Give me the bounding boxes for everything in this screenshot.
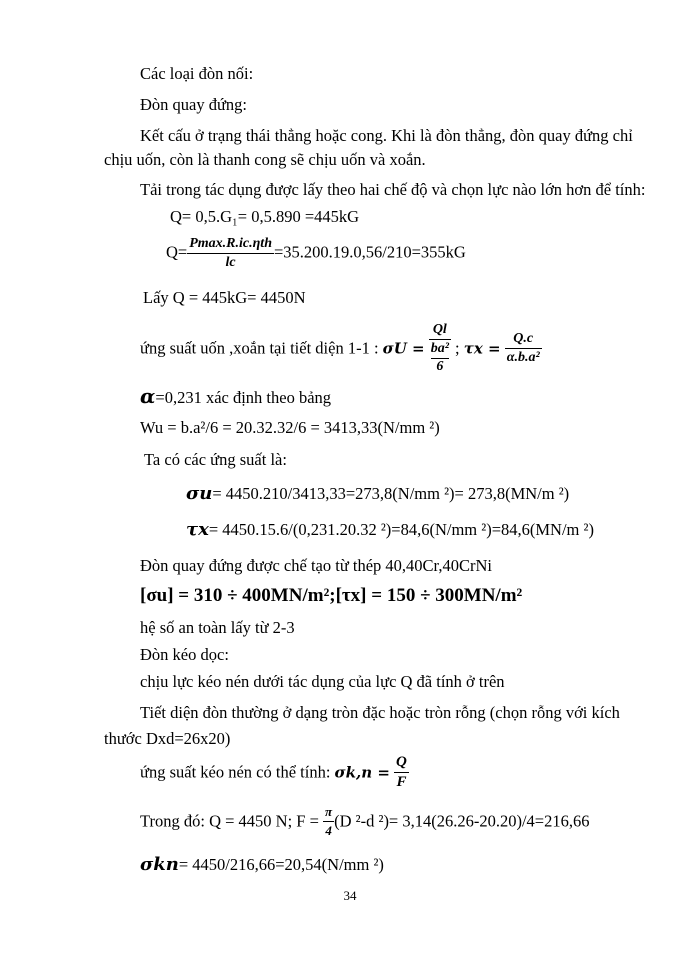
sigma-kn-symbol: σk,n = (334, 763, 390, 782)
formula-sigma-u-value (186, 484, 569, 504)
formula-q-rhs: =35.200.19.0,56/210=355kG (273, 242, 466, 262)
line-ta-co: Ta có các ứng suất là: (144, 450, 287, 469)
formula-q-fraction (187, 236, 274, 271)
line-alpha (140, 386, 331, 408)
line-chiu-uon: chịu uốn, còn là thanh cong sẽ chịu uốn và xoắn. (104, 150, 426, 169)
tau-x-numerator: Q.c (505, 331, 542, 349)
line-ket-cau: Kết cấu ở trạng thái thẳng hoặc cong. Khi là đòn thẳng, đòn quay đứng chỉ (140, 126, 633, 145)
alpha-symbol: α (140, 384, 156, 408)
four-denominator: 4 (325, 823, 332, 838)
tau-x-value-text: = 4450.15.6/(0,231.20.32 ²)=84,6(N/mm ²)=84,6(MN/m ²) (208, 520, 594, 539)
page-number: 34 (343, 888, 357, 903)
formula-trong-do (140, 804, 590, 839)
formula-tau-x-value (186, 520, 594, 540)
sigma-u-fraction (429, 322, 451, 375)
tau-x-value-symbol: τx (186, 519, 209, 540)
sigma-u-denominator-bottom: 6 (436, 359, 444, 374)
keo-nen-denominator: F (396, 774, 407, 790)
tau-x-fraction (505, 331, 542, 366)
line-wu: Wu = b.a²/6 = 20.32.32/6 = 3413,33(N/mm ²) (140, 418, 440, 437)
line-cac-loai-don-noi: Các loại đòn nối: (140, 64, 254, 83)
sigma-kn-value-text: = 4450/216,66=20,54(N/mm ²) (178, 855, 384, 874)
formula-q-numerator: Pmax.R.ic.ηth (187, 236, 274, 254)
alpha-text: =0,231 xác định theo bảng (155, 388, 332, 407)
keo-nen-numerator: Q (394, 754, 409, 773)
line-lay-q: Lấy Q = 445kG= 4450N (143, 288, 306, 307)
trong-do-text: Trong đó: Q = 4450 N; F = (140, 811, 319, 831)
sigma-u-symbol: σU = (382, 339, 425, 358)
pi-numerator: π (323, 804, 334, 822)
sigma-u-denominator-top: ba² (431, 341, 449, 359)
line-tiet-dien: Tiết diện đòn thường ở dạng tròn đặc hoặc tròn rỗng (chọn rỗng với kích (140, 703, 620, 722)
sigma-u-numerator: Ql (429, 322, 451, 340)
formula-separator: ; (455, 338, 460, 358)
formula-q-denominator: lc (225, 255, 236, 270)
line-he-so-an-toan: hệ số an toàn lấy từ 2-3 (140, 618, 295, 637)
formula-ung-suat-keo-nen (140, 754, 409, 791)
ung-suat-uon-label: ứng suất uốn ,xoắn tại tiết diện 1-1 : (140, 338, 379, 358)
formula-sigma-kn-value (140, 855, 384, 875)
formula-ung-suat-uon-xoan (140, 322, 542, 375)
line-chiu-luc-keo-nen: chịu lực kéo nén dưới tác dụng của lực Q đã tính ở trên (140, 672, 505, 691)
line-don-keo-doc: Đòn kéo dọc: (140, 645, 229, 664)
formula-allowable-stress: [σu] = 310 ÷ 400MN/m²;[τx] = 150 ÷ 300MN/m² (140, 585, 523, 606)
keo-nen-label: ứng suất kéo nén có thể tính: (140, 762, 331, 782)
sigma-u-value-text: = 4450.210/3413,33=273,8(N/mm ²)= 273,8(MN/m ²) (212, 484, 570, 503)
area-formula-text: (D ²-d ²)= 3,14(26.26-20.20)/4=216,66 (334, 811, 590, 831)
sigma-kn-value-symbol: σkn (140, 854, 179, 875)
sigma-u-value-symbol: σu (186, 483, 213, 504)
line-don-quay-dung: Đòn quay đứng: (140, 95, 248, 114)
keo-nen-fraction (394, 754, 409, 791)
tau-x-denominator: α.b.a² (506, 350, 540, 365)
tau-x-symbol: τx = (463, 339, 501, 358)
formula-q-lhs: Q= (166, 242, 188, 262)
line-kich-thuoc: thước Dxd=26x20) (104, 729, 231, 748)
pi-over-four-fraction (323, 804, 334, 839)
line-thep: Đòn quay đứng được chế tạo từ thép 40,40Cr,40CrNi (140, 556, 493, 575)
formula-q-pmax (166, 236, 466, 271)
line-tai-trong: Tải trong tác dụng được lấy theo hai chế độ và chọn lực nào lớn hơn để tính: (140, 180, 646, 199)
formula-q-g1: Q= 0,5.G₁= 0,5.890 =445kG (170, 207, 360, 226)
sigma-u-denominator (429, 340, 451, 375)
